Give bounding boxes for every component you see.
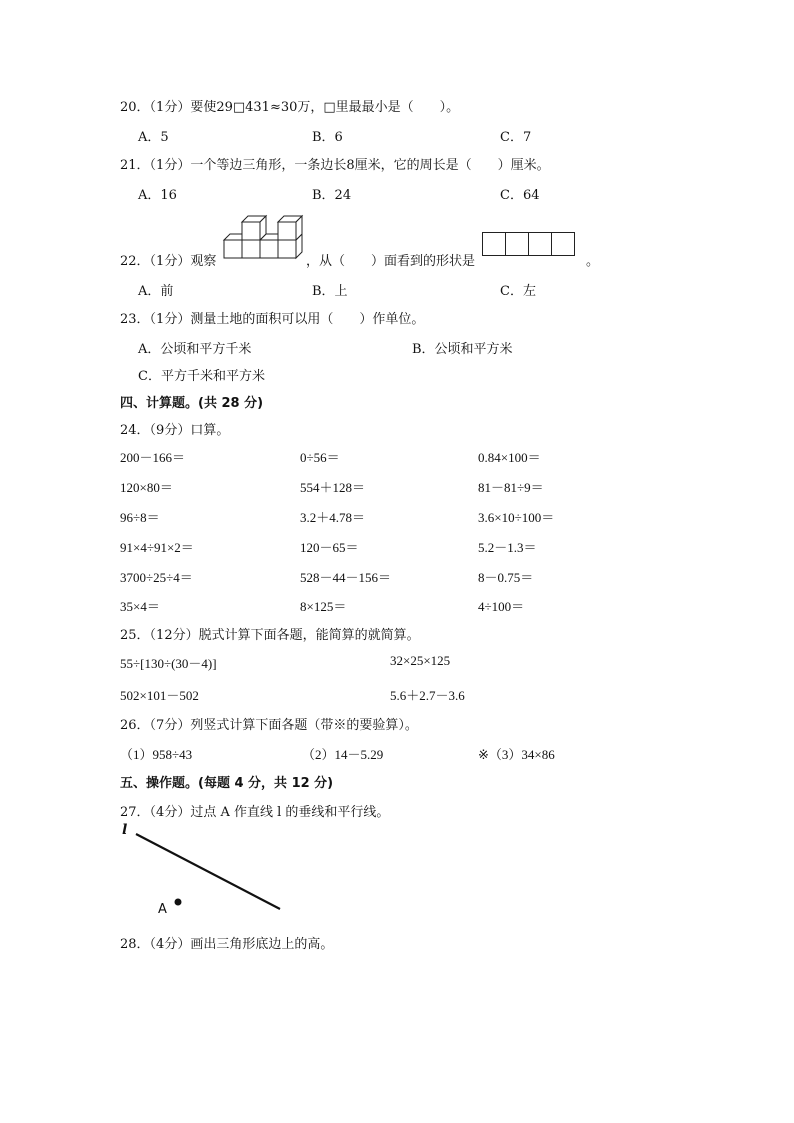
- q22-option-c: C．左: [500, 284, 536, 299]
- section-4-title: 四、计算题。(共 28 分): [120, 396, 264, 411]
- q25-item: 55÷[130÷(30－4)]: [120, 656, 217, 671]
- q24-item: 120×80＝: [120, 480, 173, 495]
- q24-item: 3.6×10÷100＝: [478, 510, 555, 525]
- q24-item: 120－65＝: [300, 540, 359, 555]
- front-view-figure: [482, 232, 574, 256]
- q24-item: 3700÷25÷4＝: [120, 570, 193, 585]
- q24-item: 96÷8＝: [120, 510, 160, 525]
- q24-item: 528－44－156＝: [300, 570, 392, 585]
- q26-stem: 26．（7分）列竖式计算下面各题（带※的要验算）。: [120, 718, 418, 733]
- q26-item-3: ※（3）34×86: [478, 747, 555, 762]
- q24-item: 91×4÷91×2＝: [120, 540, 194, 555]
- q22-stem-end: 。: [586, 254, 600, 269]
- line-and-point-figure: [118, 822, 298, 922]
- q25-item: 32×25×125: [390, 653, 451, 668]
- q24-item: 4÷100＝: [478, 599, 525, 614]
- line-l: [136, 834, 280, 909]
- q24-item: 0.84×100＝: [478, 450, 541, 465]
- q24-item: 3.2＋4.78＝: [300, 510, 366, 525]
- q25-item: 5.6＋2.7－3.6: [390, 688, 465, 703]
- q24-item: 35×4＝: [120, 599, 160, 614]
- q20-option-a: A．5: [138, 130, 169, 145]
- q24-item: 0÷56＝: [300, 450, 340, 465]
- square-1: [482, 232, 506, 256]
- q26-item-1: （1）958÷43: [120, 747, 193, 762]
- q28-stem: 28．（4分）画出三角形底边上的高。: [120, 937, 334, 952]
- q20-stem: 20．（1分）要使29□431≈30万，□里最最小是（ ）。: [120, 100, 460, 115]
- q22-option-b: B．上: [312, 284, 348, 299]
- point-a: [175, 899, 182, 906]
- q20-option-c: C．7: [500, 130, 532, 145]
- square-2: [505, 232, 529, 256]
- q24-item: 81－81÷9＝: [478, 480, 544, 495]
- q22-option-a: A．前: [138, 284, 174, 299]
- q24-item: 5.2－1.3＝: [478, 540, 537, 555]
- q23-option-c: C．平方千米和平方米: [138, 369, 265, 384]
- q23-option-b: B．公顷和平方米: [412, 342, 513, 357]
- q24-item: 554＋128＝: [300, 480, 366, 495]
- section-5-title: 五、操作题。(每题 4 分，共 12 分): [120, 776, 334, 791]
- q24-item: 200－166＝: [120, 450, 186, 465]
- q23-option-a: A．公顷和平方千米: [138, 342, 252, 357]
- line-l-label: l: [122, 822, 128, 838]
- q24-item: 8－0.75＝: [478, 570, 534, 585]
- square-3: [528, 232, 552, 256]
- q22-stem-start: 22．（1分）观察: [120, 254, 217, 269]
- q21-stem: 21．（1分）一个等边三角形，一条边长8厘米，它的周长是（ ）厘米。: [120, 158, 550, 173]
- q24-item: 8×125＝: [300, 599, 347, 614]
- q23-stem: 23．（1分）测量土地的面积可以用（ ）作单位。: [120, 312, 425, 327]
- q25-stem: 25．（12分）脱式计算下面各题，能简算的就简算。: [120, 628, 420, 643]
- q21-option-b: B．24: [312, 188, 352, 203]
- q20-option-b: B．6: [312, 130, 343, 145]
- cube-stack-figure: [222, 212, 306, 262]
- q27-stem: 27．（4分）过点 A 作直线 l 的垂线和平行线。: [120, 805, 390, 820]
- q26-item-2: （2）14－5.29: [302, 747, 384, 762]
- q21-option-a: A．16: [138, 188, 177, 203]
- point-a-label: A: [158, 902, 167, 917]
- q22-stem-middle: ，从（ ）面看到的形状是: [306, 254, 476, 269]
- q24-stem: 24．（9分）口算。: [120, 423, 230, 438]
- square-4: [551, 232, 575, 256]
- q21-option-c: C．64: [500, 188, 540, 203]
- q25-item: 502×101－502: [120, 688, 199, 703]
